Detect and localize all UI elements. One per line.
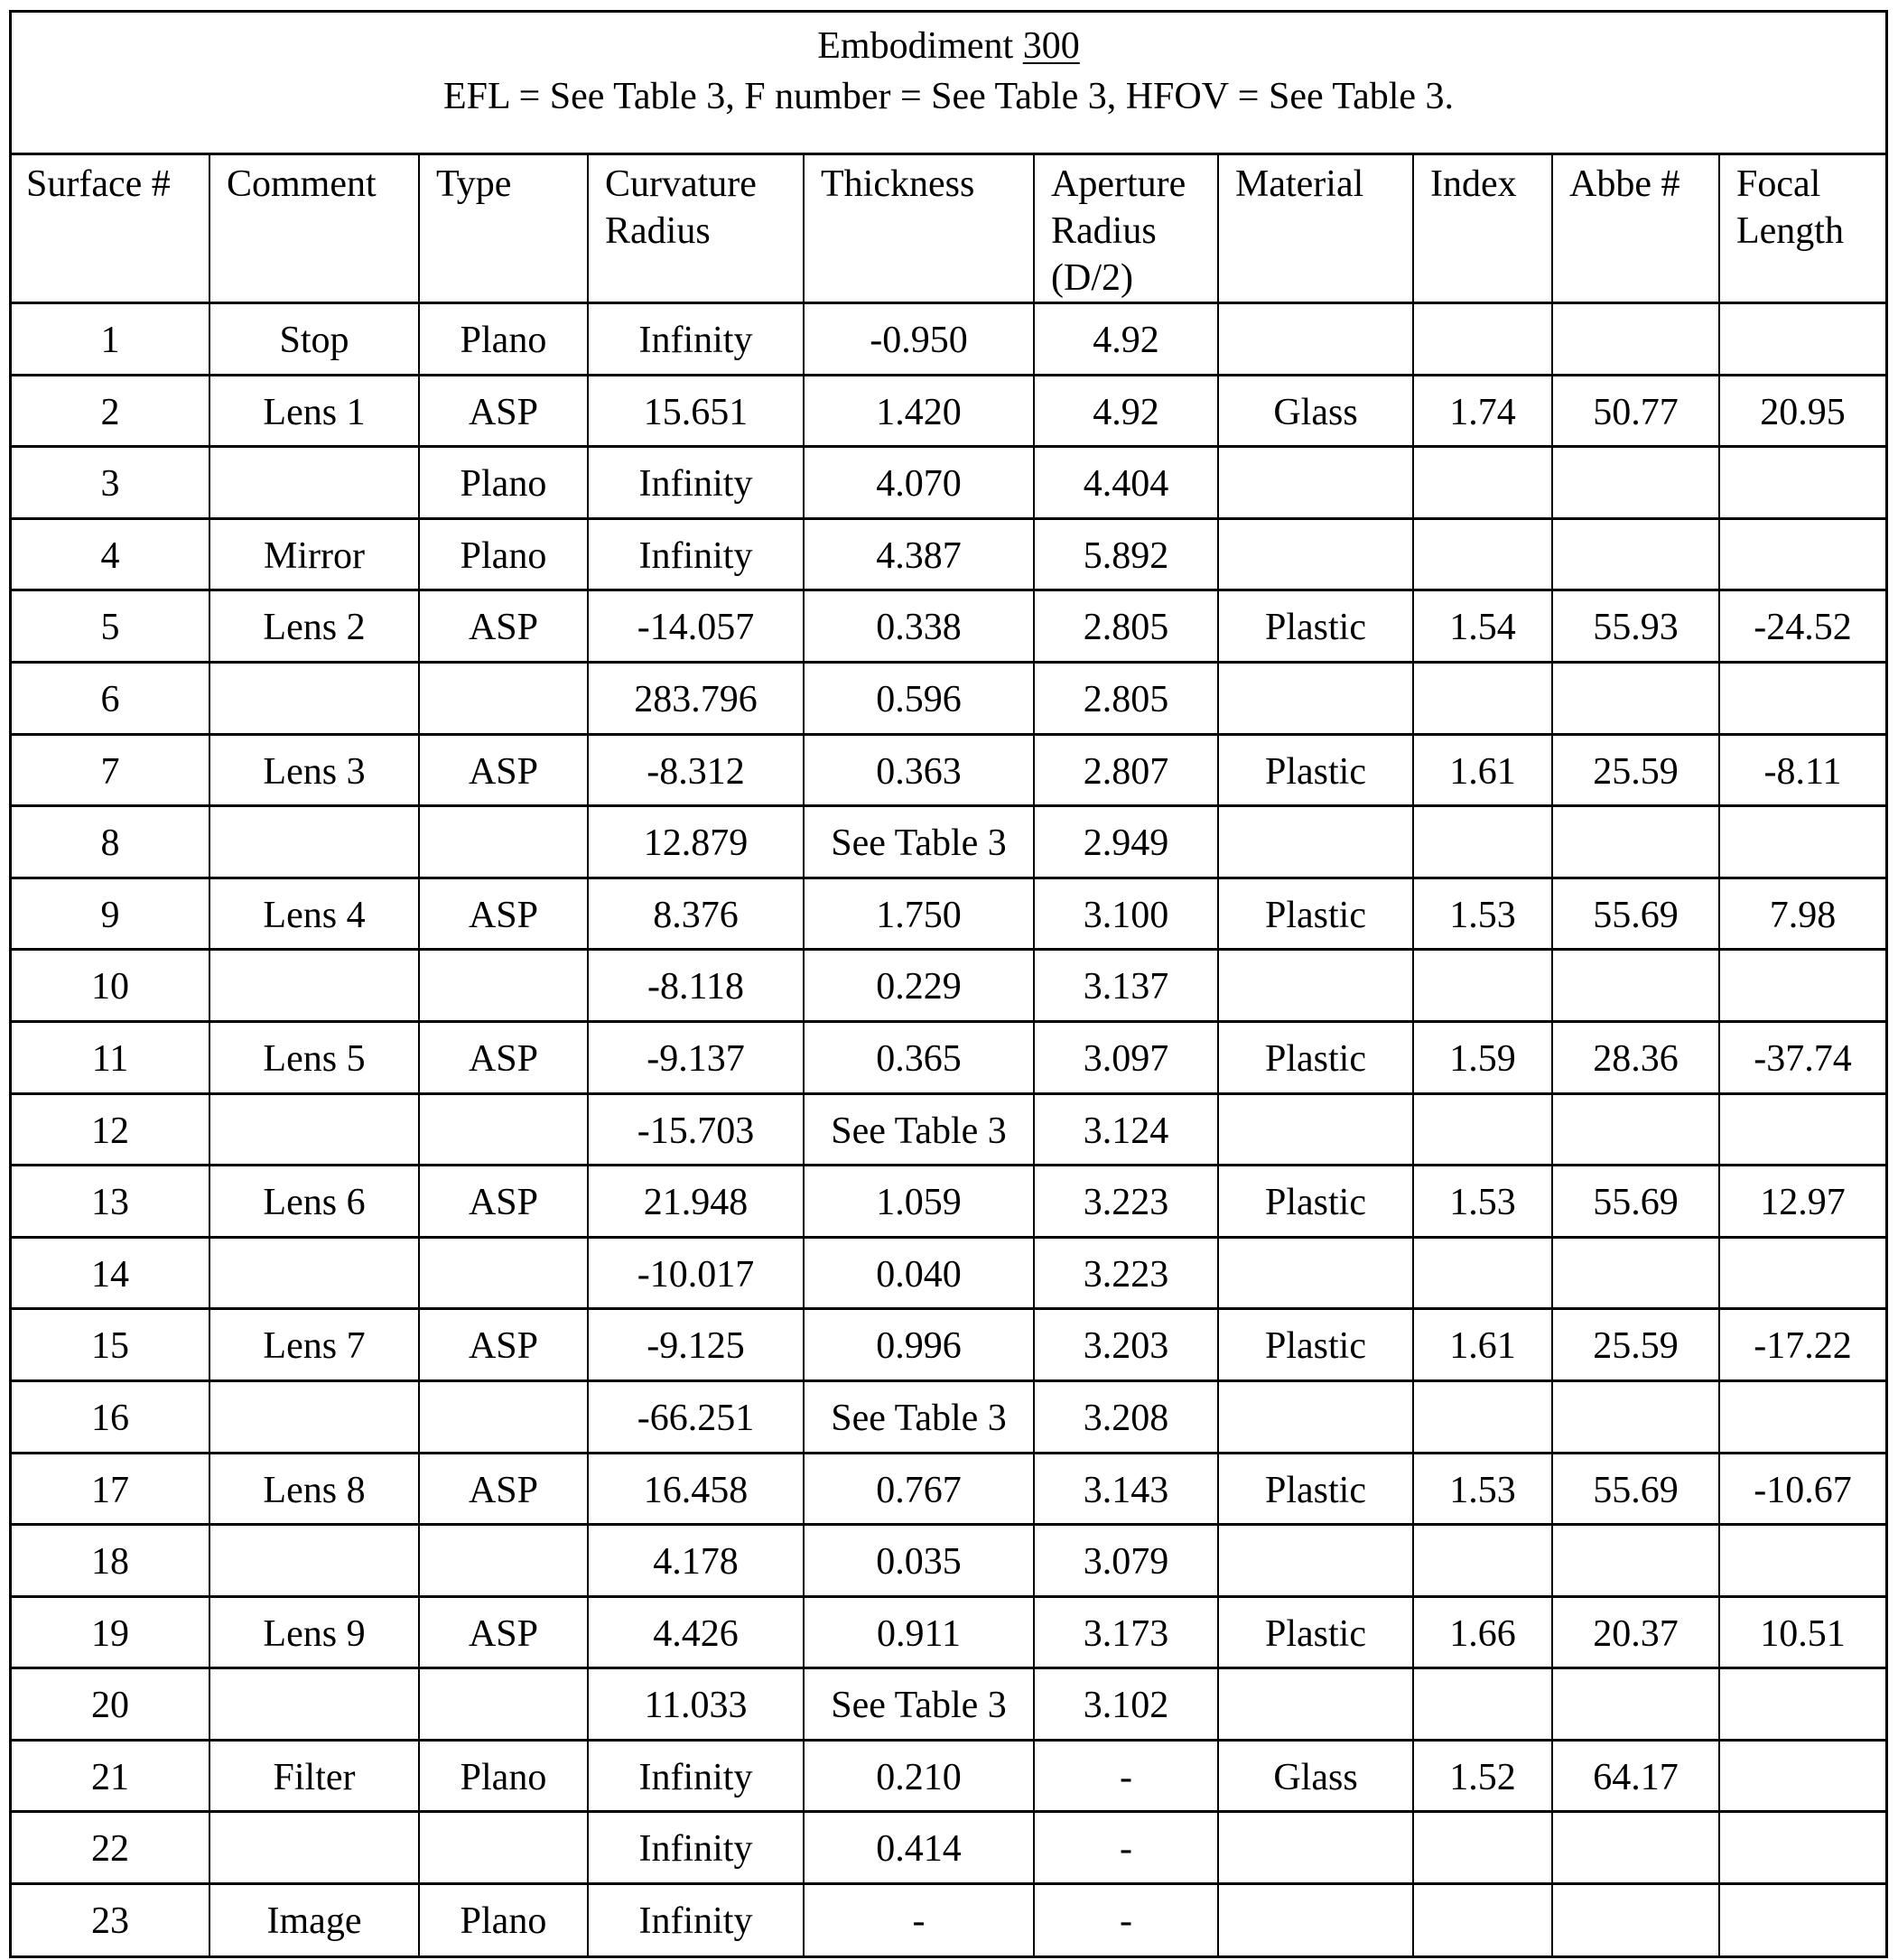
cell-index bbox=[1413, 1525, 1552, 1597]
cell-curvature-radius: 4.178 bbox=[588, 1525, 804, 1597]
cell-aperture-radius: - bbox=[1034, 1884, 1218, 1956]
cell-type bbox=[419, 1668, 588, 1741]
table-row bbox=[12, 375, 1885, 447]
cell-thickness: 0.210 bbox=[804, 1740, 1034, 1812]
embodiment-reference-number: 300 bbox=[1022, 25, 1080, 67]
cell-aperture-radius: 5.892 bbox=[1034, 518, 1218, 590]
cell-type bbox=[419, 662, 588, 734]
table-row bbox=[12, 303, 1885, 376]
table-row bbox=[12, 734, 1885, 806]
cell-index: 1.66 bbox=[1413, 1596, 1552, 1668]
cell-aperture-radius: 3.079 bbox=[1034, 1525, 1218, 1597]
cell-curvature-radius: Infinity bbox=[588, 518, 804, 590]
cell-material: Plastic bbox=[1218, 1453, 1413, 1525]
cell-curvature-radius: Infinity bbox=[588, 303, 804, 376]
cell-material bbox=[1218, 950, 1413, 1022]
cell-index bbox=[1413, 1380, 1552, 1453]
cell-surface-number: 21 bbox=[12, 1740, 209, 1812]
cell-thickness: 0.596 bbox=[804, 662, 1034, 734]
cell-material bbox=[1218, 1525, 1413, 1597]
cell-abbe-number bbox=[1552, 1380, 1719, 1453]
cell-aperture-radius: 3.223 bbox=[1034, 1166, 1218, 1238]
cell-surface-number: 10 bbox=[12, 950, 209, 1022]
cell-surface-number: 17 bbox=[12, 1453, 209, 1525]
lens-prescription-table bbox=[9, 10, 1888, 1958]
cell-aperture-radius: 3.208 bbox=[1034, 1380, 1218, 1453]
cell-index bbox=[1413, 1812, 1552, 1884]
cell-curvature-radius: -9.137 bbox=[588, 1021, 804, 1093]
cell-thickness: 4.387 bbox=[804, 518, 1034, 590]
cell-curvature-radius: 11.033 bbox=[588, 1668, 804, 1741]
table-row bbox=[12, 1453, 1885, 1525]
table-body bbox=[12, 303, 1885, 1956]
cell-abbe-number bbox=[1552, 1093, 1719, 1166]
cell-comment bbox=[209, 806, 419, 878]
table-row bbox=[12, 1884, 1885, 1956]
cell-material: Plastic bbox=[1218, 1309, 1413, 1381]
table-row bbox=[12, 1668, 1885, 1741]
cell-comment bbox=[209, 447, 419, 519]
cell-abbe-number: 50.77 bbox=[1552, 375, 1719, 447]
column-header-abbe-number: Abbe # bbox=[1552, 155, 1719, 303]
cell-focal-length: 20.95 bbox=[1719, 375, 1885, 447]
cell-surface-number: 15 bbox=[12, 1309, 209, 1381]
cell-focal-length bbox=[1719, 1525, 1885, 1597]
cell-type bbox=[419, 1237, 588, 1309]
cell-material: Plastic bbox=[1218, 1596, 1413, 1668]
cell-index bbox=[1413, 303, 1552, 376]
cell-material bbox=[1218, 447, 1413, 519]
cell-surface-number: 19 bbox=[12, 1596, 209, 1668]
cell-index: 1.52 bbox=[1413, 1740, 1552, 1812]
cell-index: 1.53 bbox=[1413, 1166, 1552, 1238]
cell-focal-length bbox=[1719, 950, 1885, 1022]
surface-data-table bbox=[12, 155, 1885, 1955]
cell-thickness: 0.040 bbox=[804, 1237, 1034, 1309]
cell-comment bbox=[209, 1525, 419, 1597]
cell-type: ASP bbox=[419, 734, 588, 806]
cell-index bbox=[1413, 950, 1552, 1022]
table-row bbox=[12, 1525, 1885, 1597]
cell-curvature-radius: -10.017 bbox=[588, 1237, 804, 1309]
cell-aperture-radius: - bbox=[1034, 1740, 1218, 1812]
cell-abbe-number: 25.59 bbox=[1552, 1309, 1719, 1381]
cell-abbe-number bbox=[1552, 447, 1719, 519]
cell-type bbox=[419, 1093, 588, 1166]
cell-curvature-radius: -66.251 bbox=[588, 1380, 804, 1453]
column-header-index: Index bbox=[1413, 155, 1552, 303]
cell-index bbox=[1413, 1884, 1552, 1956]
cell-abbe-number bbox=[1552, 950, 1719, 1022]
cell-type bbox=[419, 806, 588, 878]
cell-aperture-radius: 2.805 bbox=[1034, 590, 1218, 663]
cell-aperture-radius: 4.92 bbox=[1034, 375, 1218, 447]
cell-type bbox=[419, 1380, 588, 1453]
table-row bbox=[12, 1309, 1885, 1381]
cell-material bbox=[1218, 518, 1413, 590]
table-row bbox=[12, 1021, 1885, 1093]
table-row bbox=[12, 950, 1885, 1022]
table-row bbox=[12, 1380, 1885, 1453]
column-header-aperture-radius: Aperture Radius (D/2) bbox=[1034, 155, 1218, 303]
cell-material: Plastic bbox=[1218, 590, 1413, 663]
cell-curvature-radius: 12.879 bbox=[588, 806, 804, 878]
cell-surface-number: 16 bbox=[12, 1380, 209, 1453]
cell-focal-length: 12.97 bbox=[1719, 1166, 1885, 1238]
cell-material: Plastic bbox=[1218, 1166, 1413, 1238]
cell-comment bbox=[209, 1237, 419, 1309]
cell-focal-length: -17.22 bbox=[1719, 1309, 1885, 1381]
cell-thickness: 0.911 bbox=[804, 1596, 1034, 1668]
cell-type: ASP bbox=[419, 375, 588, 447]
cell-index: 1.61 bbox=[1413, 1309, 1552, 1381]
table-row bbox=[12, 1812, 1885, 1884]
cell-thickness: 1.750 bbox=[804, 878, 1034, 950]
cell-material: Plastic bbox=[1218, 878, 1413, 950]
cell-focal-length: -8.11 bbox=[1719, 734, 1885, 806]
cell-curvature-radius: 21.948 bbox=[588, 1166, 804, 1238]
cell-comment bbox=[209, 662, 419, 734]
cell-surface-number: 9 bbox=[12, 878, 209, 950]
cell-type: ASP bbox=[419, 1166, 588, 1238]
cell-thickness: 0.363 bbox=[804, 734, 1034, 806]
header-row bbox=[12, 155, 1885, 303]
cell-abbe-number: 55.69 bbox=[1552, 1453, 1719, 1525]
cell-abbe-number bbox=[1552, 1884, 1719, 1956]
cell-abbe-number bbox=[1552, 1812, 1719, 1884]
cell-type: Plano bbox=[419, 518, 588, 590]
cell-comment: Lens 3 bbox=[209, 734, 419, 806]
cell-material bbox=[1218, 1237, 1413, 1309]
cell-abbe-number bbox=[1552, 662, 1719, 734]
cell-aperture-radius: 2.807 bbox=[1034, 734, 1218, 806]
cell-material: Glass bbox=[1218, 1740, 1413, 1812]
cell-thickness: 0.338 bbox=[804, 590, 1034, 663]
cell-comment bbox=[209, 1093, 419, 1166]
cell-abbe-number: 28.36 bbox=[1552, 1021, 1719, 1093]
cell-index: 1.54 bbox=[1413, 590, 1552, 663]
cell-index: 1.74 bbox=[1413, 375, 1552, 447]
table-title bbox=[12, 13, 1885, 78]
cell-curvature-radius: 16.458 bbox=[588, 1453, 804, 1525]
cell-index: 1.53 bbox=[1413, 1453, 1552, 1525]
cell-focal-length bbox=[1719, 1668, 1885, 1741]
cell-curvature-radius: -15.703 bbox=[588, 1093, 804, 1166]
cell-thickness: See Table 3 bbox=[804, 1668, 1034, 1741]
cell-type: ASP bbox=[419, 1596, 588, 1668]
cell-thickness: - bbox=[804, 1884, 1034, 1956]
cell-aperture-radius: 3.173 bbox=[1034, 1596, 1218, 1668]
cell-comment: Lens 4 bbox=[209, 878, 419, 950]
cell-abbe-number: 64.17 bbox=[1552, 1740, 1719, 1812]
cell-index bbox=[1413, 1093, 1552, 1166]
table-subtitle: EFL = See Table 3, F number = See Table 3, HFOV = See Table 3. bbox=[442, 76, 1455, 117]
cell-type bbox=[419, 1812, 588, 1884]
title-prefix: Embodiment bbox=[817, 25, 1014, 67]
table-row bbox=[12, 662, 1885, 734]
cell-aperture-radius: 3.203 bbox=[1034, 1309, 1218, 1381]
column-header-material: Material bbox=[1218, 155, 1413, 303]
cell-index bbox=[1413, 1668, 1552, 1741]
cell-type: ASP bbox=[419, 1021, 588, 1093]
cell-curvature-radius: Infinity bbox=[588, 1740, 804, 1812]
cell-material: Glass bbox=[1218, 375, 1413, 447]
cell-curvature-radius: 4.426 bbox=[588, 1596, 804, 1668]
table-row bbox=[12, 447, 1885, 519]
table-row bbox=[12, 878, 1885, 950]
column-header-comment: Comment bbox=[209, 155, 419, 303]
cell-type: ASP bbox=[419, 1453, 588, 1525]
cell-abbe-number: 20.37 bbox=[1552, 1596, 1719, 1668]
cell-surface-number: 22 bbox=[12, 1812, 209, 1884]
cell-comment: Image bbox=[209, 1884, 419, 1956]
cell-thickness: 0.229 bbox=[804, 950, 1034, 1022]
cell-focal-length bbox=[1719, 1093, 1885, 1166]
cell-surface-number: 23 bbox=[12, 1884, 209, 1956]
cell-index: 1.61 bbox=[1413, 734, 1552, 806]
cell-aperture-radius: - bbox=[1034, 1812, 1218, 1884]
cell-comment: Stop bbox=[209, 303, 419, 376]
cell-surface-number: 7 bbox=[12, 734, 209, 806]
cell-type: ASP bbox=[419, 878, 588, 950]
cell-material bbox=[1218, 1380, 1413, 1453]
cell-focal-length bbox=[1719, 806, 1885, 878]
cell-type bbox=[419, 950, 588, 1022]
cell-surface-number: 12 bbox=[12, 1093, 209, 1166]
cell-comment: Lens 5 bbox=[209, 1021, 419, 1093]
cell-aperture-radius: 3.097 bbox=[1034, 1021, 1218, 1093]
cell-comment: Lens 6 bbox=[209, 1166, 419, 1238]
cell-index bbox=[1413, 447, 1552, 519]
cell-surface-number: 3 bbox=[12, 447, 209, 519]
cell-material bbox=[1218, 662, 1413, 734]
cell-surface-number: 11 bbox=[12, 1021, 209, 1093]
cell-thickness: 0.996 bbox=[804, 1309, 1034, 1381]
cell-type: Plano bbox=[419, 1884, 588, 1956]
cell-surface-number: 4 bbox=[12, 518, 209, 590]
cell-aperture-radius: 3.143 bbox=[1034, 1453, 1218, 1525]
cell-curvature-radius: 8.376 bbox=[588, 878, 804, 950]
cell-focal-length: 7.98 bbox=[1719, 878, 1885, 950]
cell-type: Plano bbox=[419, 303, 588, 376]
cell-surface-number: 8 bbox=[12, 806, 209, 878]
cell-comment: Mirror bbox=[209, 518, 419, 590]
cell-comment: Filter bbox=[209, 1740, 419, 1812]
cell-material bbox=[1218, 1812, 1413, 1884]
cell-aperture-radius: 3.223 bbox=[1034, 1237, 1218, 1309]
cell-abbe-number: 55.69 bbox=[1552, 1166, 1719, 1238]
table-row bbox=[12, 806, 1885, 878]
column-header-thickness: Thickness bbox=[804, 155, 1034, 303]
cell-abbe-number: 25.59 bbox=[1552, 734, 1719, 806]
cell-thickness: 0.414 bbox=[804, 1812, 1034, 1884]
cell-type: Plano bbox=[419, 1740, 588, 1812]
cell-comment bbox=[209, 1668, 419, 1741]
cell-thickness: See Table 3 bbox=[804, 806, 1034, 878]
cell-thickness: 4.070 bbox=[804, 447, 1034, 519]
cell-abbe-number bbox=[1552, 1237, 1719, 1309]
cell-abbe-number: 55.93 bbox=[1552, 590, 1719, 663]
cell-surface-number: 14 bbox=[12, 1237, 209, 1309]
cell-comment: Lens 8 bbox=[209, 1453, 419, 1525]
cell-thickness: 0.365 bbox=[804, 1021, 1034, 1093]
cell-type bbox=[419, 1525, 588, 1597]
cell-material: Plastic bbox=[1218, 1021, 1413, 1093]
cell-curvature-radius: 283.796 bbox=[588, 662, 804, 734]
cell-focal-length bbox=[1719, 1884, 1885, 1956]
column-header-curvature-radius: Curvature Radius bbox=[588, 155, 804, 303]
cell-abbe-number: 55.69 bbox=[1552, 878, 1719, 950]
cell-focal-length: -24.52 bbox=[1719, 590, 1885, 663]
cell-thickness: 0.767 bbox=[804, 1453, 1034, 1525]
cell-type: Plano bbox=[419, 447, 588, 519]
cell-aperture-radius: 3.124 bbox=[1034, 1093, 1218, 1166]
cell-comment: Lens 7 bbox=[209, 1309, 419, 1381]
cell-aperture-radius: 3.100 bbox=[1034, 878, 1218, 950]
cell-material bbox=[1218, 806, 1413, 878]
table-row bbox=[12, 518, 1885, 590]
table-row bbox=[12, 1166, 1885, 1238]
table-row bbox=[12, 1237, 1885, 1309]
cell-focal-length bbox=[1719, 518, 1885, 590]
cell-abbe-number bbox=[1552, 303, 1719, 376]
cell-focal-length bbox=[1719, 303, 1885, 376]
cell-material bbox=[1218, 1884, 1413, 1956]
column-header-surface-number: Surface # bbox=[12, 155, 209, 303]
cell-thickness: See Table 3 bbox=[804, 1093, 1034, 1166]
cell-surface-number: 1 bbox=[100, 320, 120, 361]
cell-curvature-radius: -8.118 bbox=[588, 950, 804, 1022]
cell-curvature-radius: Infinity bbox=[588, 447, 804, 519]
cell-material bbox=[1218, 1668, 1413, 1741]
cell-thickness: 1.420 bbox=[804, 375, 1034, 447]
cell-thickness: 0.035 bbox=[804, 1525, 1034, 1597]
cell-thickness: See Table 3 bbox=[804, 1380, 1034, 1453]
cell-comment bbox=[209, 1380, 419, 1453]
cell-aperture-radius: 3.137 bbox=[1034, 950, 1218, 1022]
cell-curvature-radius: Infinity bbox=[588, 1884, 804, 1956]
cell-index bbox=[1413, 806, 1552, 878]
cell-comment: Lens 2 bbox=[209, 590, 419, 663]
cell-abbe-number bbox=[1552, 1668, 1719, 1741]
cell-curvature-radius: 15.651 bbox=[588, 375, 804, 447]
cell-aperture-radius: 2.805 bbox=[1034, 662, 1218, 734]
cell-aperture-radius: 3.102 bbox=[1034, 1668, 1218, 1741]
cell-surface-number: 13 bbox=[12, 1166, 209, 1238]
cell-material bbox=[1218, 303, 1413, 376]
cell-material: Plastic bbox=[1218, 734, 1413, 806]
cell-index: 1.59 bbox=[1413, 1021, 1552, 1093]
cell-comment: Lens 1 bbox=[209, 375, 419, 447]
cell-index bbox=[1413, 518, 1552, 590]
cell-aperture-radius: 2.949 bbox=[1034, 806, 1218, 878]
cell-comment bbox=[209, 1812, 419, 1884]
cell-surface-number: 2 bbox=[12, 375, 209, 447]
cell-focal-length bbox=[1719, 1237, 1885, 1309]
cell-aperture-radius: 4.92 bbox=[1034, 303, 1218, 376]
cell-focal-length bbox=[1719, 1812, 1885, 1884]
table-row bbox=[12, 1093, 1885, 1166]
cell-index: 1.53 bbox=[1413, 878, 1552, 950]
cell-abbe-number bbox=[1552, 806, 1719, 878]
cell-thickness: -0.950 bbox=[804, 303, 1034, 376]
cell-material bbox=[1218, 1093, 1413, 1166]
cell-focal-length bbox=[1719, 662, 1885, 734]
cell-focal-length bbox=[1719, 447, 1885, 519]
cell-curvature-radius: Infinity bbox=[588, 1812, 804, 1884]
cell-surface-number: 6 bbox=[12, 662, 209, 734]
table-row bbox=[12, 1740, 1885, 1812]
cell-curvature-radius: -8.312 bbox=[588, 734, 804, 806]
cell-index bbox=[1413, 1237, 1552, 1309]
table-caption bbox=[12, 13, 1885, 155]
cell-type: ASP bbox=[419, 1309, 588, 1381]
cell-curvature-radius: -9.125 bbox=[588, 1309, 804, 1381]
cell-surface-number: 20 bbox=[12, 1668, 209, 1741]
cell-curvature-radius: -14.057 bbox=[588, 590, 804, 663]
cell-type: ASP bbox=[419, 590, 588, 663]
cell-comment bbox=[209, 950, 419, 1022]
cell-surface-number: 18 bbox=[12, 1525, 209, 1597]
cell-index bbox=[1413, 662, 1552, 734]
cell-focal-length: -37.74 bbox=[1719, 1021, 1885, 1093]
column-header-type: Type bbox=[419, 155, 588, 303]
cell-aperture-radius: 4.404 bbox=[1034, 447, 1218, 519]
table-row bbox=[12, 590, 1885, 663]
cell-surface-number: 5 bbox=[12, 590, 209, 663]
cell-focal-length: 10.51 bbox=[1719, 1596, 1885, 1668]
cell-thickness: 1.059 bbox=[804, 1166, 1034, 1238]
cell-abbe-number bbox=[1552, 1525, 1719, 1597]
cell-focal-length bbox=[1719, 1380, 1885, 1453]
table-row bbox=[12, 1596, 1885, 1668]
cell-focal-length: -10.67 bbox=[1719, 1453, 1885, 1525]
cell-comment: Lens 9 bbox=[209, 1596, 419, 1668]
cell-focal-length bbox=[1719, 1740, 1885, 1812]
column-header-focal-length: Focal Length bbox=[1719, 155, 1885, 303]
cell-abbe-number bbox=[1552, 518, 1719, 590]
